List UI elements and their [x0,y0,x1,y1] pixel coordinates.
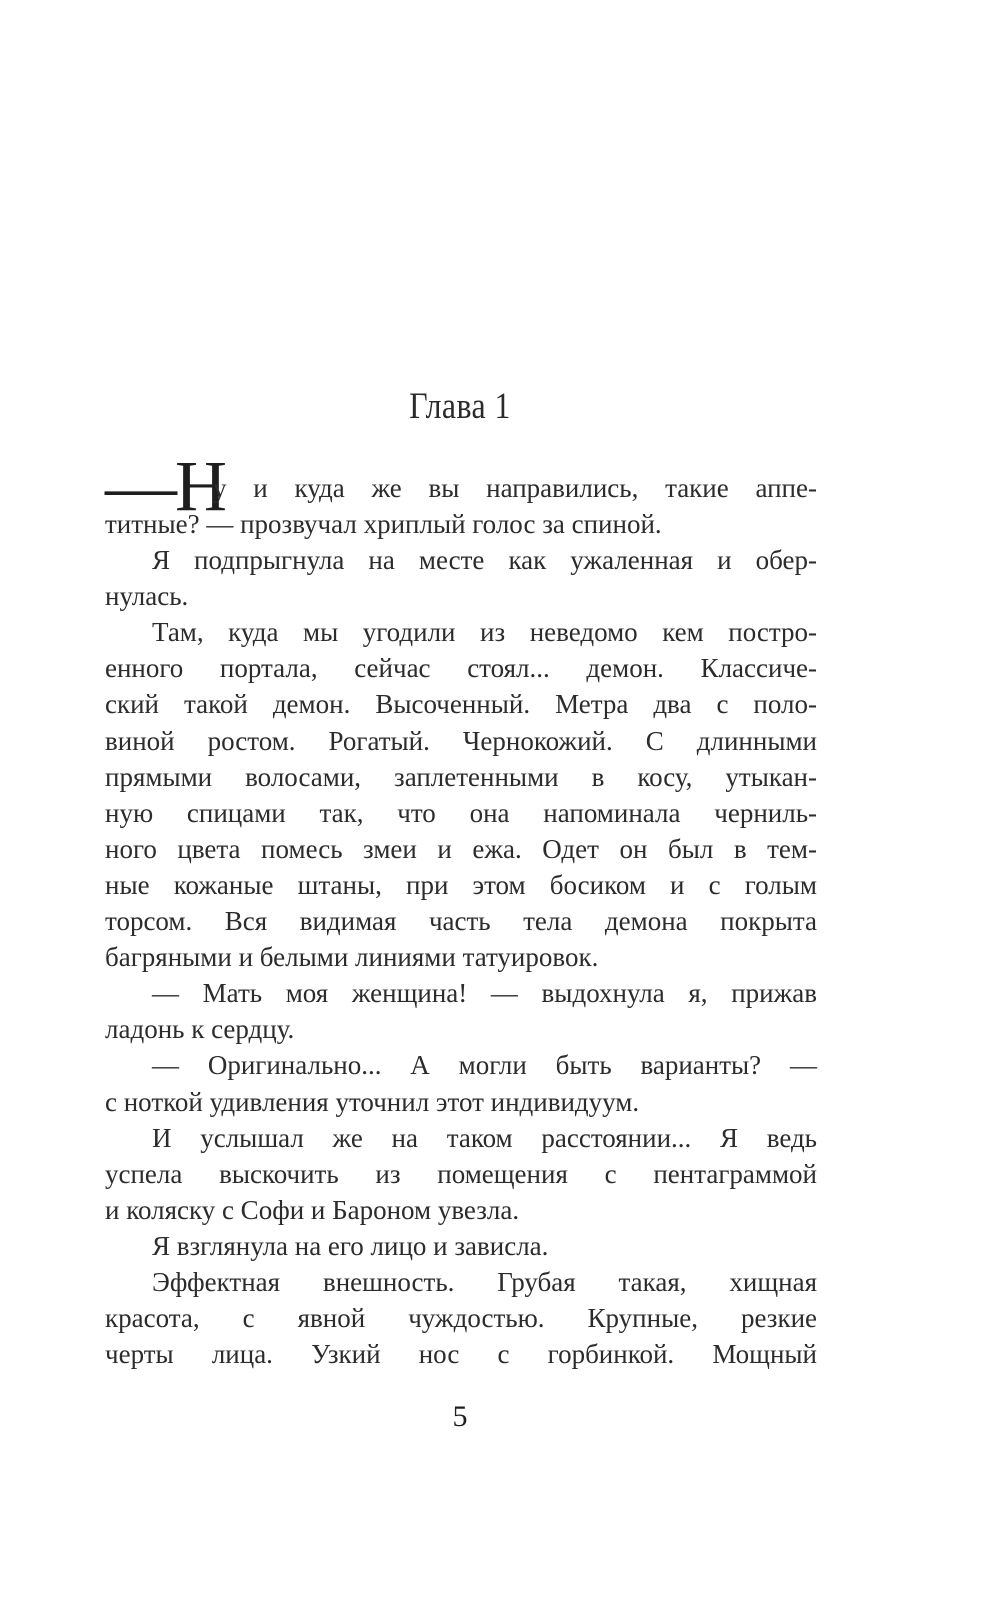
text-line: ский такой демон. Высоченный. Метра два с поло- [105,689,817,720]
text-line: и коляску с Софи и Бароном увезла. [105,1194,520,1225]
text-line: — Мать моя женщина! — выдохнула я, прижав [152,978,817,1009]
text-line: ные кожаные штаны, при этом босиком и с голым [105,869,817,900]
text-line: енного портала, сейчас стоял... демон. Классиче- [105,653,817,684]
text-line: ного цвета помесь змеи и ежа. Одет он был в тем- [105,833,817,864]
text-line: — Оригинально... А могли быть варианты? — [152,1050,817,1081]
page-number: 5 [452,1400,468,1433]
text-line: багряными и белыми линиями татуировок. [105,942,599,973]
text-line: Эффектная внешность. Грубая такая, хищная [152,1266,817,1297]
text-line: ную спицами так, что она напоминала черниль- [105,797,817,828]
text-line: с ноткой удивления уточнил этот индивидуум. [105,1086,640,1117]
text-line-content: у и куда же вы направились, такие аппе- [213,473,817,503]
text-line: виной ростом. Рогатый. Чернокожий. С длинными [105,725,817,756]
text-line: прямыми волосами, заплетенными в косу, утыкан- [105,761,817,792]
chapter-title: Глава 1 [409,386,511,427]
drop-cap: —Н [105,446,225,526]
text-line: Я взглянула на его лицо и зависла. [152,1230,549,1261]
text-line: И услышал же на таком расстоянии... Я ведь [152,1122,817,1153]
text-line: красота, с явной чуждостью. Крупные, резкие [105,1303,817,1334]
text-line: торсом. Вся видимая часть тела демона покрыта [105,906,817,937]
text-line: Там, куда мы угодили из неведомо кем постро- [152,617,817,648]
text-line: нулась. [105,581,189,612]
text-line: титные? — прозвучал хриплый голос за спиной. [105,509,662,539]
text-line: ладонь к сердцу. [105,1014,295,1045]
text-line: успела выскочить из помещения с пентаграммой [105,1158,817,1189]
text-line: черты лица. Узкий нос с горбинкой. Мощный [105,1339,817,1370]
text-line: Я подпрыгнула на месте как ужаленная и обер- [152,545,817,576]
body-text [105,446,817,1372]
